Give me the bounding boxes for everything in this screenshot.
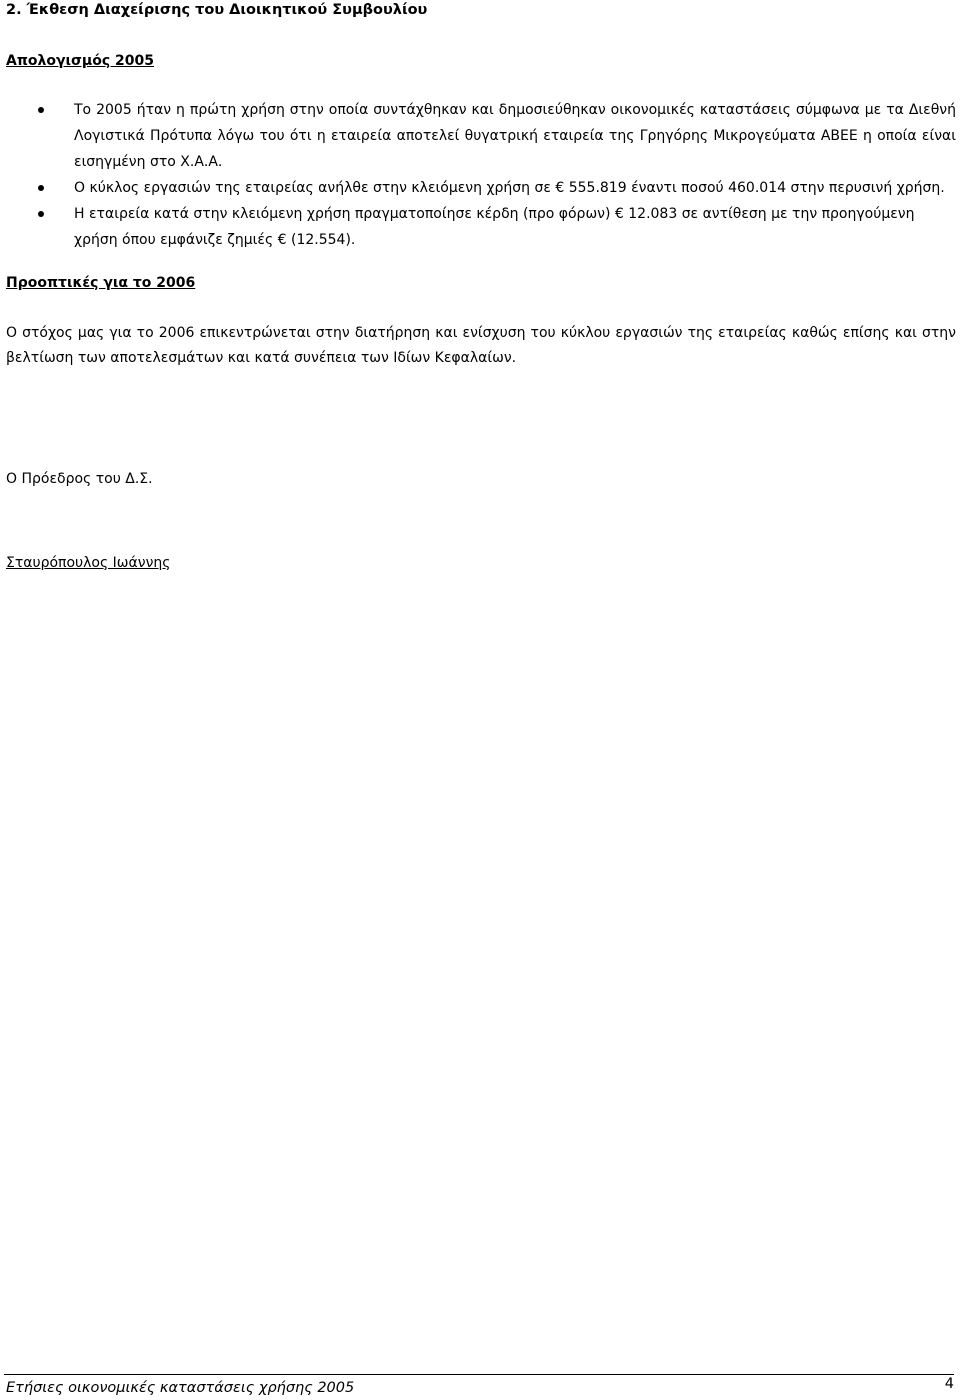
list-item bbox=[30, 201, 956, 253]
bullet-icon bbox=[38, 107, 44, 113]
review-bullet-list bbox=[30, 97, 956, 253]
signature-role: Ο Πρόεδρος του Δ.Σ. bbox=[6, 471, 153, 487]
footer-text: Ετήσιες οικονομικές καταστάσεις χρήσης 2005 bbox=[6, 1380, 355, 1396]
page-number: 4 bbox=[944, 1376, 954, 1392]
section-title-outlook-2006: Προοπτικές για το 2006 bbox=[6, 275, 196, 291]
section-title-review-2005: Απολογισμός 2005 bbox=[6, 53, 154, 69]
bullet-text: Το 2005 ήταν η πρώτη χρήση στην οποία συντάχθηκαν και δημοσιεύθηκαν οικονομικές καταστάσεις σύμφωνα με τα Διεθνή Λογιστικά Πρότυπα λόγω του ότι η εταιρεία αποτελεί θυγατρική εταιρεία της Γρηγόρης Μικρογεύματα ΑΒΕΕ η οποία είναι εισηγμένη στο Χ.Α.Α. bbox=[74, 102, 956, 170]
bullet-icon bbox=[38, 185, 44, 191]
bullet-icon bbox=[38, 211, 44, 217]
signature-name: Σταυρόπουλος Ιωάννης bbox=[6, 555, 171, 571]
list-item bbox=[30, 97, 956, 175]
bullet-text: Η εταιρεία κατά στην κλειόμενη χρήση πραγματοποίησε κέρδη (προ φόρων) € 12.083 σε αντίθεση με την προηγούμενη χρήση όπου εμφάνιζε ζημιές € (12.554). bbox=[74, 206, 915, 248]
footer-divider bbox=[4, 1374, 954, 1375]
outlook-paragraph: Ο στόχος μας για το 2006 επικεντρώνεται στην διατήρηση και ενίσχυση του κύκλου εργασιών της εταιρείας καθώς επίσης και στην βελτίωση των αποτελεσμάτων και κατά συνέπεια των Ιδίων Κεφαλαίων. bbox=[6, 325, 956, 366]
bullet-text: Ο κύκλος εργασιών της εταιρείας ανήλθε στην κλειόμενη χρήση σε € 555.819 έναντι ποσού 460.014 στην περυσινή χρήση. bbox=[74, 180, 945, 196]
page-title: 2. Έκθεση Διαχείρισης του Διοικητικού Συμβουλίου bbox=[6, 2, 428, 18]
list-item bbox=[30, 175, 956, 201]
